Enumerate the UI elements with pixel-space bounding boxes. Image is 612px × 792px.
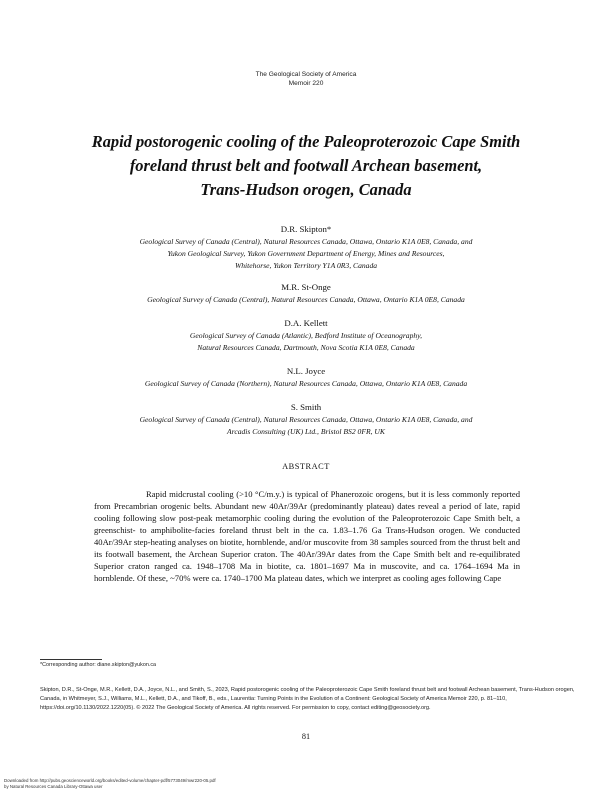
- author-affiliation: Geological Survey of Canada (Central), Natural Resources Canada, Ottawa, Ontario K1A 0E8, Canada, and: [139, 237, 473, 246]
- author-name: D.A. Kellett: [284, 318, 328, 328]
- author-affiliation: Geological Survey of Canada (Atlantic), Bedford Institute of Oceanography,: [189, 331, 423, 340]
- author-name: N.L. Joyce: [286, 366, 326, 376]
- footnote-rule: [40, 659, 102, 660]
- author-affiliation: Yukon Geological Survey, Yukon Government Department of Energy, Mines and Resources,: [167, 249, 445, 258]
- page-number: 81: [301, 732, 311, 741]
- author-affiliation: Arcadis Consulting (UK) Ltd., Bristol BS2 0FR, UK: [227, 427, 385, 436]
- author-affiliation: Natural Resources Canada, Dartmouth, Nova Scotia K1A 0E8, Canada: [197, 343, 415, 352]
- abstract-heading: ABSTRACT: [282, 462, 330, 471]
- author-affiliation: Geological Survey of Canada (Central), Natural Resources Canada, Ottawa, Ontario K1A 0E8, Canada: [147, 295, 465, 304]
- series-name: The Geological Society of America: [255, 71, 357, 78]
- abstract-body: Rapid midcrustal cooling (>10 °C/m.y.) is typical of Phanerozoic orogens, but it is less commonly reported from Precambrian orogenic belts. Abundant new 40Ar/39Ar (predominantly plateau) dates reveal a period of late, rapid cooling following slow post-peak metamorphic cooling during the evolution of the Paleoproterozoic Cape Smith belt, a greenschist- to amphibolite-facies foreland thrust belt in the ca. 1.83–1.76 Ga Trans-Hudson orogen. We conducted 40Ar/39Ar step-heating analyses on biotite, hornblende, and/or muscovite from 38 samples sourced from the thrust belt and its footwall basement, the Archean Superior craton. The 40Ar/39Ar dates from the Cape Smith belt and re-equilibrated Superior craton ranged ca. 1948–1708 Ma in biotite, ca. 1801–1697 Ma in muscovite, and ca. 1764–1694 Ma in hornblende. Of these, ~70% were ca. 1740–1700 Ma plateau dates, which we interpret as cooling ages following Cape: [94, 489, 520, 583]
- author-name: S. Smith: [290, 402, 322, 412]
- author-name: M.R. St-Onge: [281, 282, 331, 292]
- title-line-3: Trans-Hudson orogen, Canada: [200, 180, 412, 199]
- author-name: D.R. Skipton*: [280, 224, 332, 234]
- citation-block: Skipton, D.R., St-Onge, M.R., Kellett, D.A., Joyce, N.L., and Smith, S., 2023, Rapid postorogenic cooling of the Paleoproterozoic Cape Smith foreland thrust belt and footwall Archean basement, Trans-Hudson orogen, Canada, in Whitmeyer, S.J., Williams, M.L., Kellett, D.A., and Tikoff, B., eds., Laurentia: Turning Points in the Evolution of a Continent: Geological Society of America Memoir 220, p. 81–110, https://doi.org/10.1130/2022.1220(05). © 2022 The Geological Society of America. All rights reserved. For permission to copy, contact editing@geosociety.org.: [40, 687, 575, 711]
- download-note: by Natural Resources Canada Library-Ottawa user: [4, 784, 103, 789]
- author-affiliation: Whitehorse, Yukon Territory Y1A 0R3, Canada: [234, 261, 378, 270]
- title-line-2: foreland thrust belt and footwall Archean basement,: [129, 156, 483, 175]
- corresponding-author-footnote: *Corresponding author: diane.skipton@yukon.ca: [40, 662, 157, 668]
- author-affiliation: Geological Survey of Canada (Central), Natural Resources Canada, Ottawa, Ontario K1A 0E8, Canada, and: [139, 415, 473, 424]
- memoir-number: Memoir 220: [288, 80, 324, 87]
- download-note: Downloaded from http://pubs.geoscienceworld.org/books/edited-volume/chapter-pdf/5773049/mwr220-05.pdf: [4, 778, 216, 783]
- author-affiliation: Geological Survey of Canada (Northern), Natural Resources Canada, Ottawa, Ontario K1A 0E8, Canada: [144, 379, 468, 388]
- title-line-1: Rapid postorogenic cooling of the Paleoproterozoic Cape Smith: [91, 132, 521, 151]
